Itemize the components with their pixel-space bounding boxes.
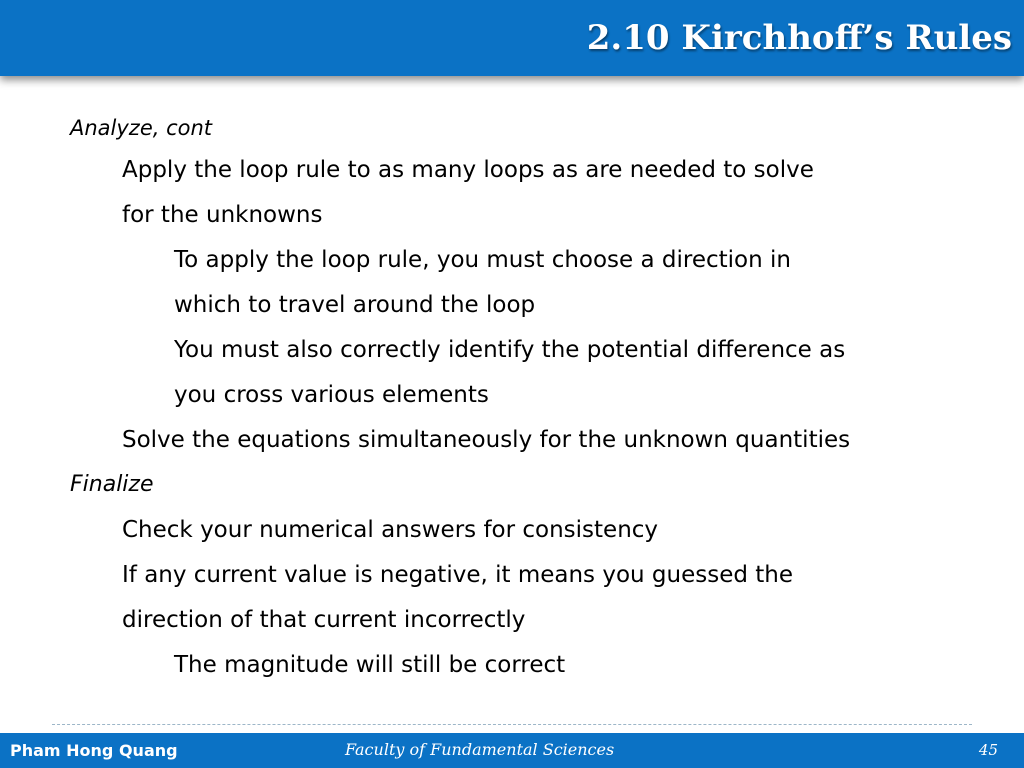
bullet-line: direction of that current incorrectly	[122, 607, 526, 633]
bullet-line: Solve the equations simultaneously for the unknown quantities	[122, 427, 851, 453]
heading-finalize: Finalize	[70, 472, 154, 497]
page-number: 45	[978, 741, 998, 759]
sub-bullet-line: which to travel around the loop	[174, 292, 536, 318]
sub-bullet-line: The magnitude will still be correct	[174, 652, 566, 678]
footer-bar	[0, 733, 1024, 768]
slide-title: 2.10 Kirchhoff’s Rules	[586, 18, 1012, 58]
footer-divider	[52, 724, 972, 725]
sub-bullet-line: You must also correctly identify the potential difference as	[174, 337, 846, 363]
footer-author: Pham Hong Quang	[10, 741, 178, 760]
bullet-line: Apply the loop rule to as many loops as are needed to solve	[122, 157, 814, 183]
sub-bullet-line: you cross various elements	[174, 382, 489, 408]
bullet-line: Check your numerical answers for consistency	[122, 517, 659, 543]
bullet-line: for the unknowns	[122, 202, 323, 228]
heading-analyze: Analyze, cont	[70, 116, 213, 140]
footer-faculty: Faculty of Fundamental Sciences	[345, 740, 615, 759]
sub-bullet-line: To apply the loop rule, you must choose a direction in	[174, 247, 791, 273]
bullet-line: If any current value is negative, it means you guessed the	[122, 562, 794, 588]
